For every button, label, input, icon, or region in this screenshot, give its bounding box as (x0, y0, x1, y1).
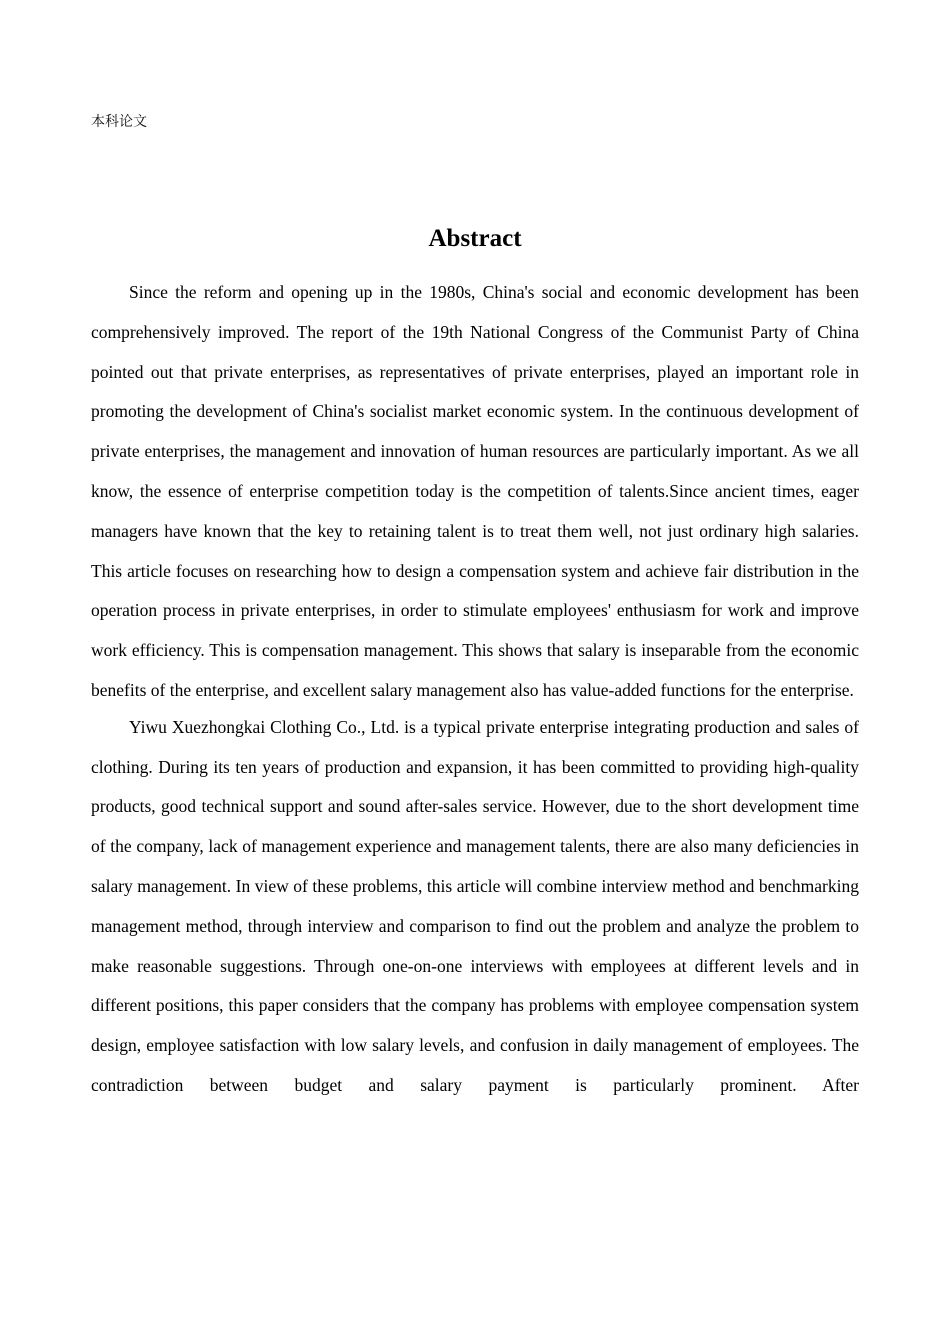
abstract-paragraph-2: Yiwu Xuezhongkai Clothing Co., Ltd. is a typical private enterprise integrating production and sales of clothing. During its ten years of production and expansion, it has been committed to providing high-quality products, good technical support and sound after-sales service. However, due to the short development time of the company, lack of management experience and management talents, there are also many deficiencies in salary management. In view of these problems, this article will combine interview method and benchmarking management method, through interview and comparison to find out the problem and analyze the problem to make reasonable suggestions. Through one-on-one interviews with employees at different levels and in different positions, this paper considers that the company has problems with employee compensation system design, employee satisfaction with low salary levels, and confusion in daily management of employees. The contradiction between budget and salary payment is particularly prominent. After (91, 716, 859, 1095)
abstract-body (91, 273, 859, 1106)
abstract-paragraph-1: Since the reform and opening up in the 1980s, China's social and economic development has been comprehensively improved. The report of the 19th National Congress of the Communist Party of China pointed out that private enterprises, as representatives of private enterprises, played an important role in promoting the development of China's socialist market economic system. In the continuous development of private enterprises, the management and innovation of human resources are particularly important. As we all know, the essence of enterprise competition today is the competition of talents.Since ancient times, eager managers have known that the key to retaining talent is to treat them well, not just ordinary high salaries. This article focuses on researching how to design a compensation system and achieve fair distribution in the operation process in private enterprises, in order to stimulate employees' enthusiasm for work and improve work efficiency. This is compensation management. This shows that salary is inseparable from the economic benefits of the enterprise, and excellent salary management also has value-added functions for the enterprise. (91, 282, 859, 700)
running-header: 本科论文 (91, 114, 147, 130)
abstract-title: Abstract (428, 225, 522, 252)
